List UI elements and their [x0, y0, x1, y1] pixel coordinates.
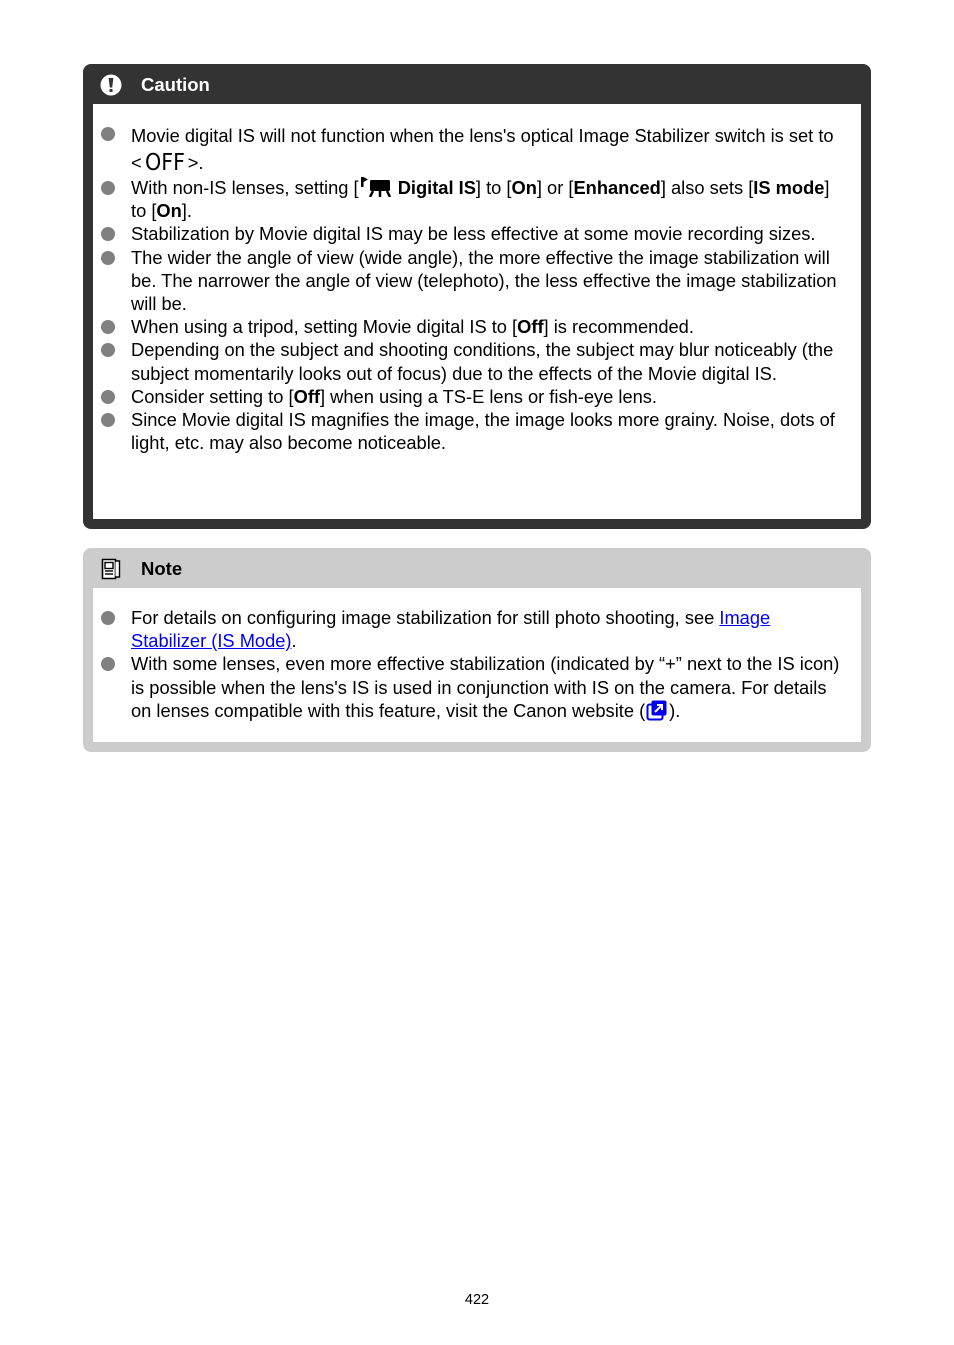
caution-box: [83, 64, 871, 529]
note-header: [83, 548, 871, 588]
note-box: [83, 548, 871, 752]
note-list: [93, 606, 861, 722]
movie-icon: [359, 177, 393, 197]
caution-icon: [100, 74, 122, 96]
bullet-icon: [101, 657, 115, 671]
bullet-icon: [101, 390, 115, 404]
external-link-icon[interactable]: [646, 699, 668, 721]
caution-title: Caution: [141, 74, 210, 95]
list-item: Movie digital IS will not function when the lens's optical Image Stabilizer switch is set to < OFF >.: [93, 122, 861, 176]
bullet-icon: [101, 227, 115, 241]
bullet-icon: [101, 611, 115, 625]
list-item: With non-IS lenses, setting [ Digital IS] to [On] or [Enhanced] also sets [IS mode] to [On].: [93, 176, 861, 222]
list-item: With some lenses, even more effective stabilization (indicated by “+” next to the IS icon) is possible when the lens's IS is used in conjunction with IS on the camera. For details on lenses compatible with this feature, visit the Canon website ( ).: [93, 652, 861, 722]
caution-header: [83, 64, 871, 104]
off-switch-icon: [144, 150, 186, 172]
list-item: Consider setting to [Off] when using a TS-E lens or fish-eye lens.: [93, 385, 861, 408]
bullet-icon: [101, 413, 115, 427]
caution-list: [93, 122, 861, 454]
bullet-icon: [101, 127, 115, 141]
list-item: Stabilization by Movie digital IS may be less effective at some movie recording sizes.: [93, 222, 861, 245]
note-icon: [100, 558, 122, 580]
bullet-icon: [101, 320, 115, 334]
svg-text:OFF: OFF: [144, 150, 185, 172]
caution-body: [93, 104, 861, 519]
list-item: For details on configuring image stabilization for still photo shooting, see Image Stabilizer (IS Mode).: [93, 606, 861, 652]
bullet-icon: [101, 343, 115, 357]
list-item: Since Movie digital IS magnifies the image, the image looks more grainy. Noise, dots of light, etc. may also become noticeable.: [93, 408, 861, 454]
bullet-icon: [101, 181, 115, 195]
note-body: [93, 588, 861, 742]
list-item: The wider the angle of view (wide angle), the more effective the image stabilization will be. The narrower the angle of view (telephoto), the less effective the image stabilization will be.: [93, 246, 861, 316]
note-title: Note: [141, 558, 183, 579]
page-number: 422: [464, 1292, 490, 1308]
list-item: When using a tripod, setting Movie digital IS to [Off] is recommended.: [93, 315, 861, 338]
image-stabilizer-link[interactable]: Image Stabilizer (IS Mode): [131, 607, 771, 652]
bullet-icon: [101, 251, 115, 265]
list-item: Depending on the subject and shooting conditions, the subject may blur noticeably (the subject momentarily looks out of focus) due to the effects of the Movie digital IS.: [93, 338, 861, 384]
